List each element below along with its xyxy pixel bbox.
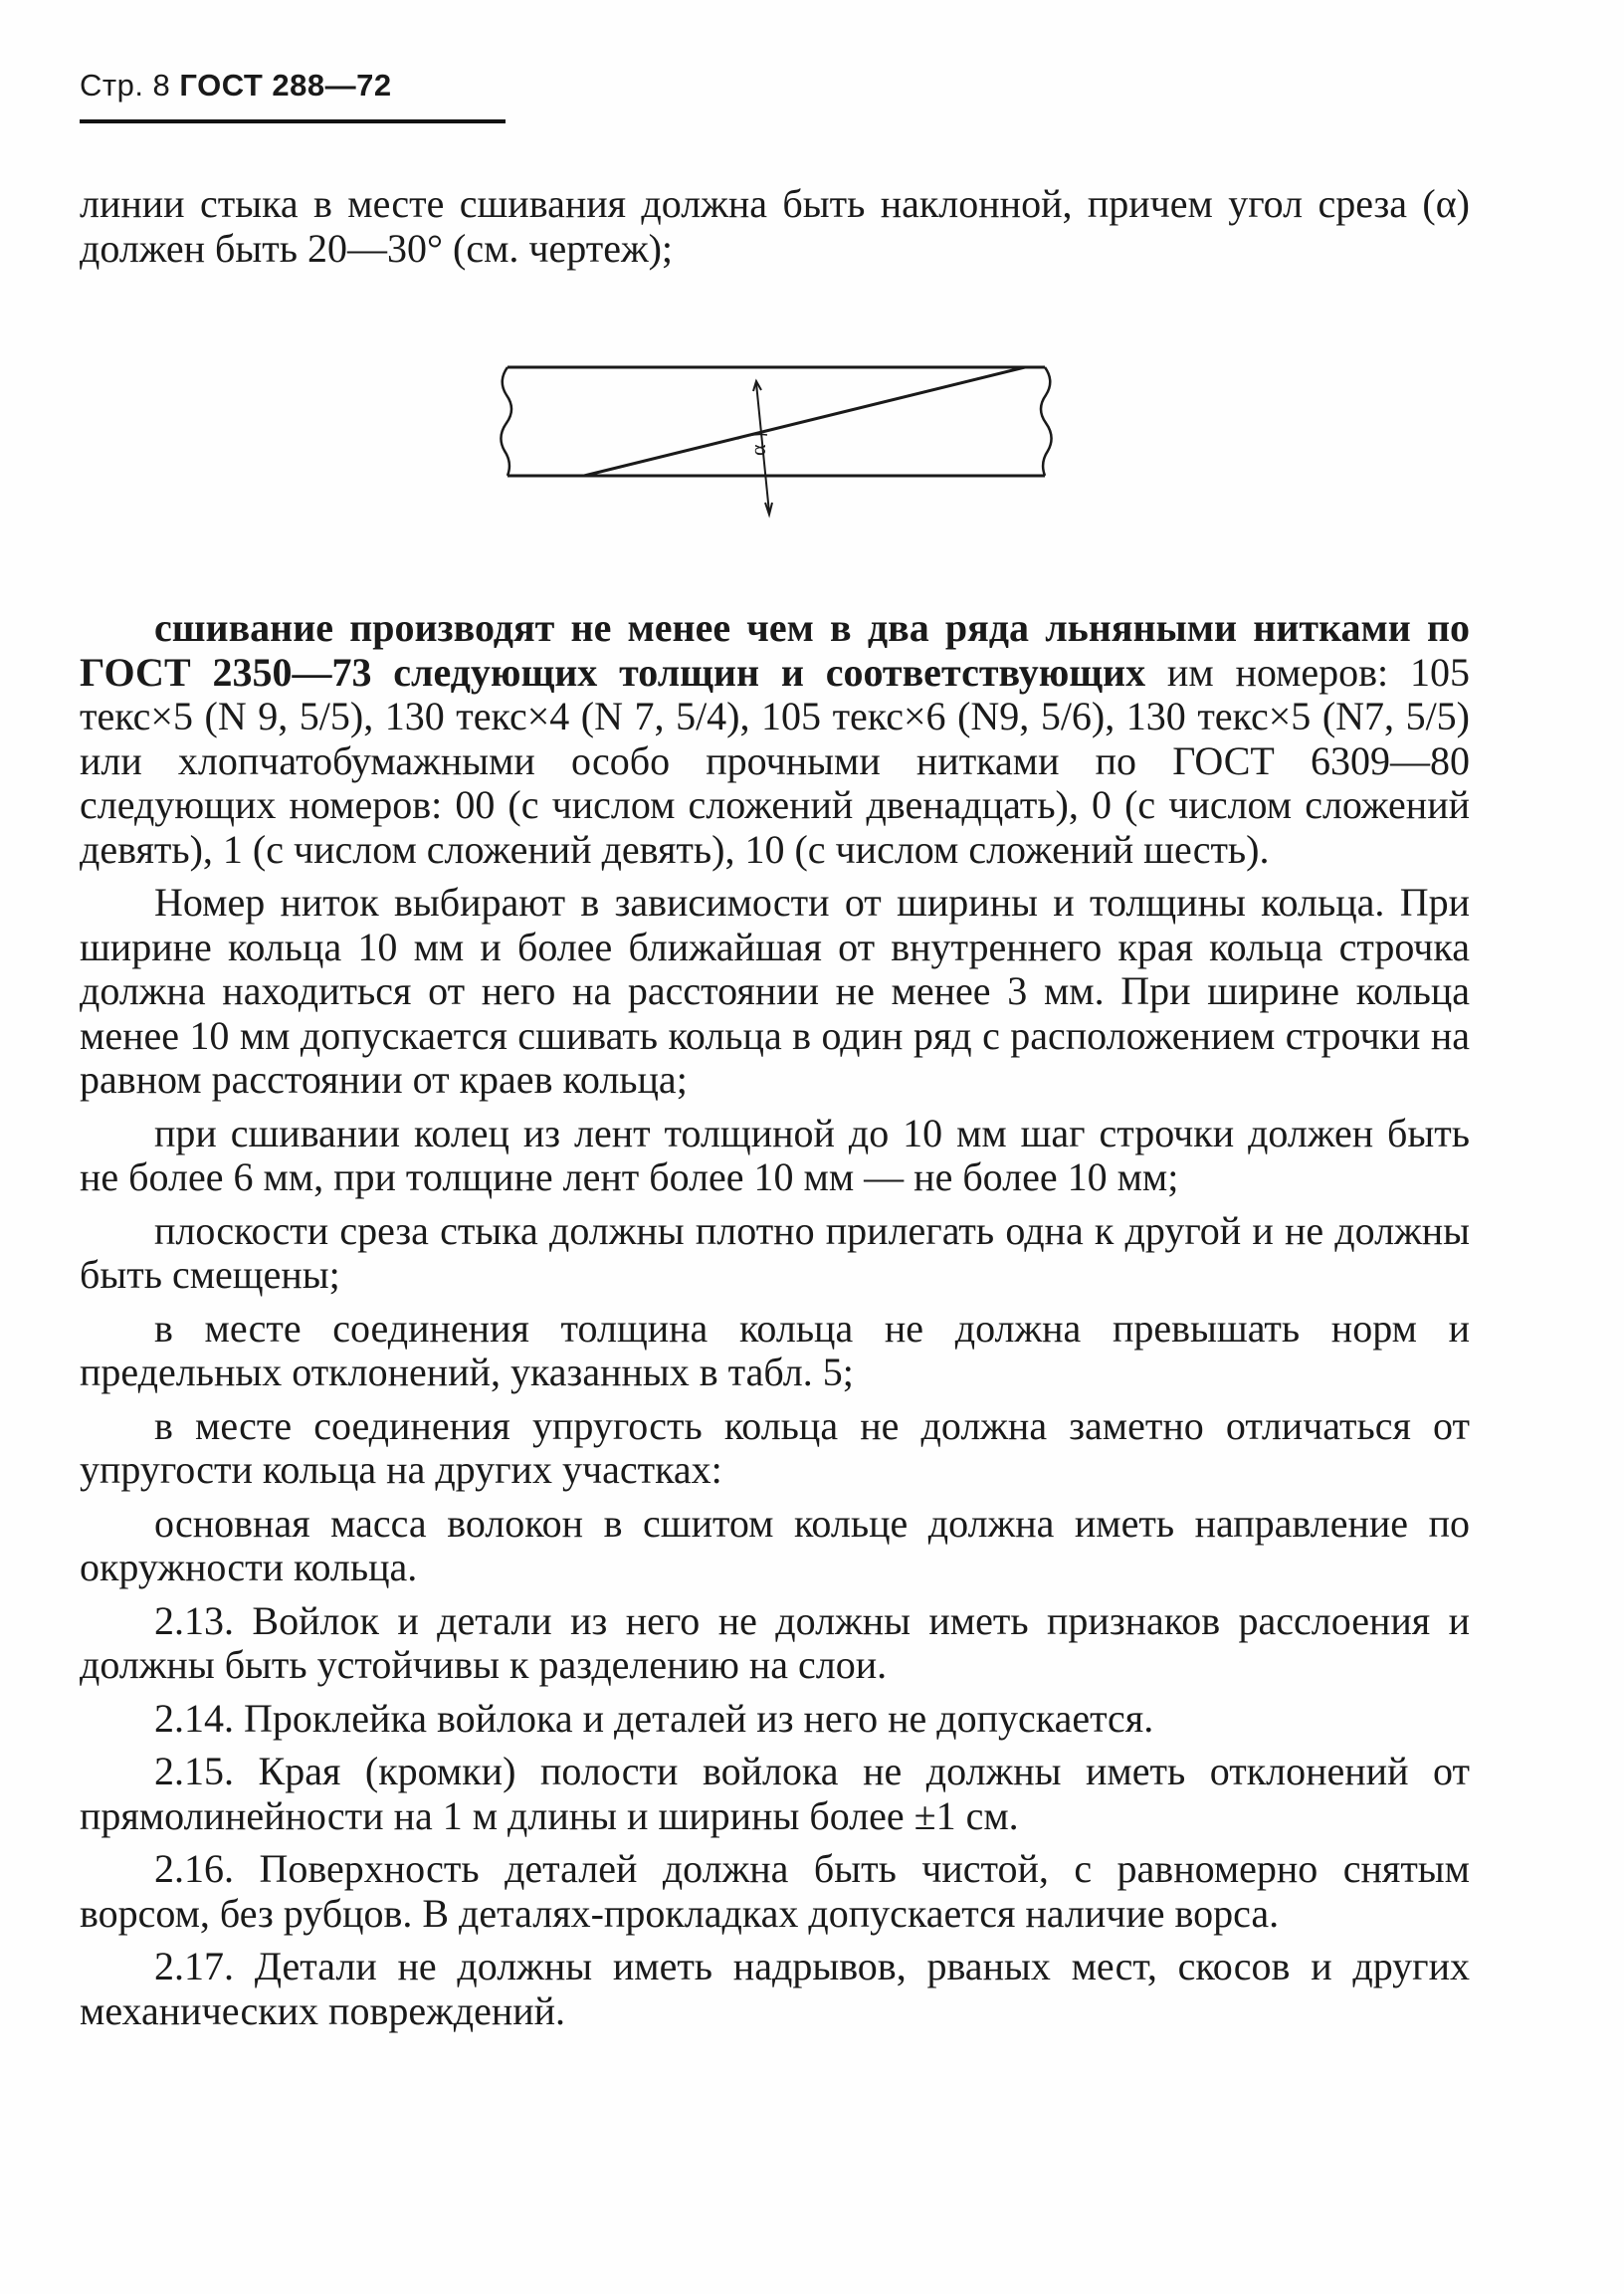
page-number: Стр. 8 [80,68,171,103]
main-text-block [80,606,1470,2033]
intro-paragraph: линии стыка в месте сшивания должна быть наклонной, причем угол среза (α) должен быть 20—30° (см. чертеж); [80,181,1470,271]
paragraph-stitch-pitch: при сшивании колец из лент толщиной до 10 мм шаг строчки должен быть не более 6 мм, при толщине лент более 10 мм — не более 10 мм; [80,1110,1470,1199]
clause-2-14: 2.14. Проклейка войлока и деталей из него не допускается. [154,1695,1154,1741]
paragraph-stitching-bold: сшивание производят не менее чем в два ряда льняными нитками по ГОСТ 2350—73 следующих толщин и соответствующих [80,605,1470,695]
clause-2-13: 2.13. Войлок и детали из него не должны иметь признаков расслоения и должны быть устойчивы к разделению на слои. [80,1597,1470,1687]
paragraph-stitching [80,606,1470,872]
clause-2-16: 2.16. Поверхность деталей должна быть чистой, с равномерно снятым ворсом, без рубцов. В деталях-прокладках допускается наличие ворса. [80,1846,1470,1936]
paragraph-fiber-direction: основная масса волокон в сшитом кольце должна иметь направление по окружности кольца. [80,1500,1470,1589]
paragraph-thread-number: Номер ниток выбирают в зависимости от ширины и толщины кольца. При ширине кольца 10 мм и более ближайшая от внутреннего края кольца строчка должна находиться от него на расстоянии не менее 3 мм. При ширине кольца менее 10 мм допускается сшивать кольца в один ряд с расположением строчки на равном расстоянии от краев кольца; [80,880,1470,1102]
left-break-line [501,367,511,476]
intro-text-block [80,182,1470,271]
paragraph-joint-elasticity: в месте соединения упругость кольца не должна заметно отличаться от упругости кольца на других участках: [80,1402,1470,1492]
header-rule [80,119,506,123]
page-header [80,68,392,104]
angle-alpha-label: α [745,444,770,456]
standard-code: ГОСТ 288—72 [179,68,392,103]
clause-2-17: 2.17. Детали не должны иметь надрывов, рваных мест, скосов и других механических повреждений. [80,1944,1470,2033]
paragraph-cut-planes: плоскости среза стыка должны плотно прилегать одна к другой и не должны быть смещены; [80,1207,1470,1297]
diagonal-seam [584,367,1025,476]
joint-cut-drawing [493,353,1070,527]
right-break-line [1041,367,1052,476]
paragraph-stitching-rest: им номеров: 105 текс×5 (N 9, 5/5), 130 текс×4 (N 7, 5/4), 105 текс×6 (N9, 5/6), 130 текс×5 (N7, 5/5) или хлопчатобумажными особо прочными нитками по ГОСТ 6309—80 следующих номеров: 00 (с числом сложений двенадцать), 0 (с числом сложений девять), 1 (с числом сложений девять), 10 (с числом сложений шесть). [80,649,1470,872]
clause-2-15: 2.15. Края (кромки) полости войлока не должны иметь отклонений от прямолинейности на 1 м длины и ширины более ±1 см. [80,1749,1470,1838]
paragraph-joint-thickness: в месте соединения толщина кольца не должна превышать норм и предельных отклонений, указанных в табл. 5; [80,1305,1470,1394]
